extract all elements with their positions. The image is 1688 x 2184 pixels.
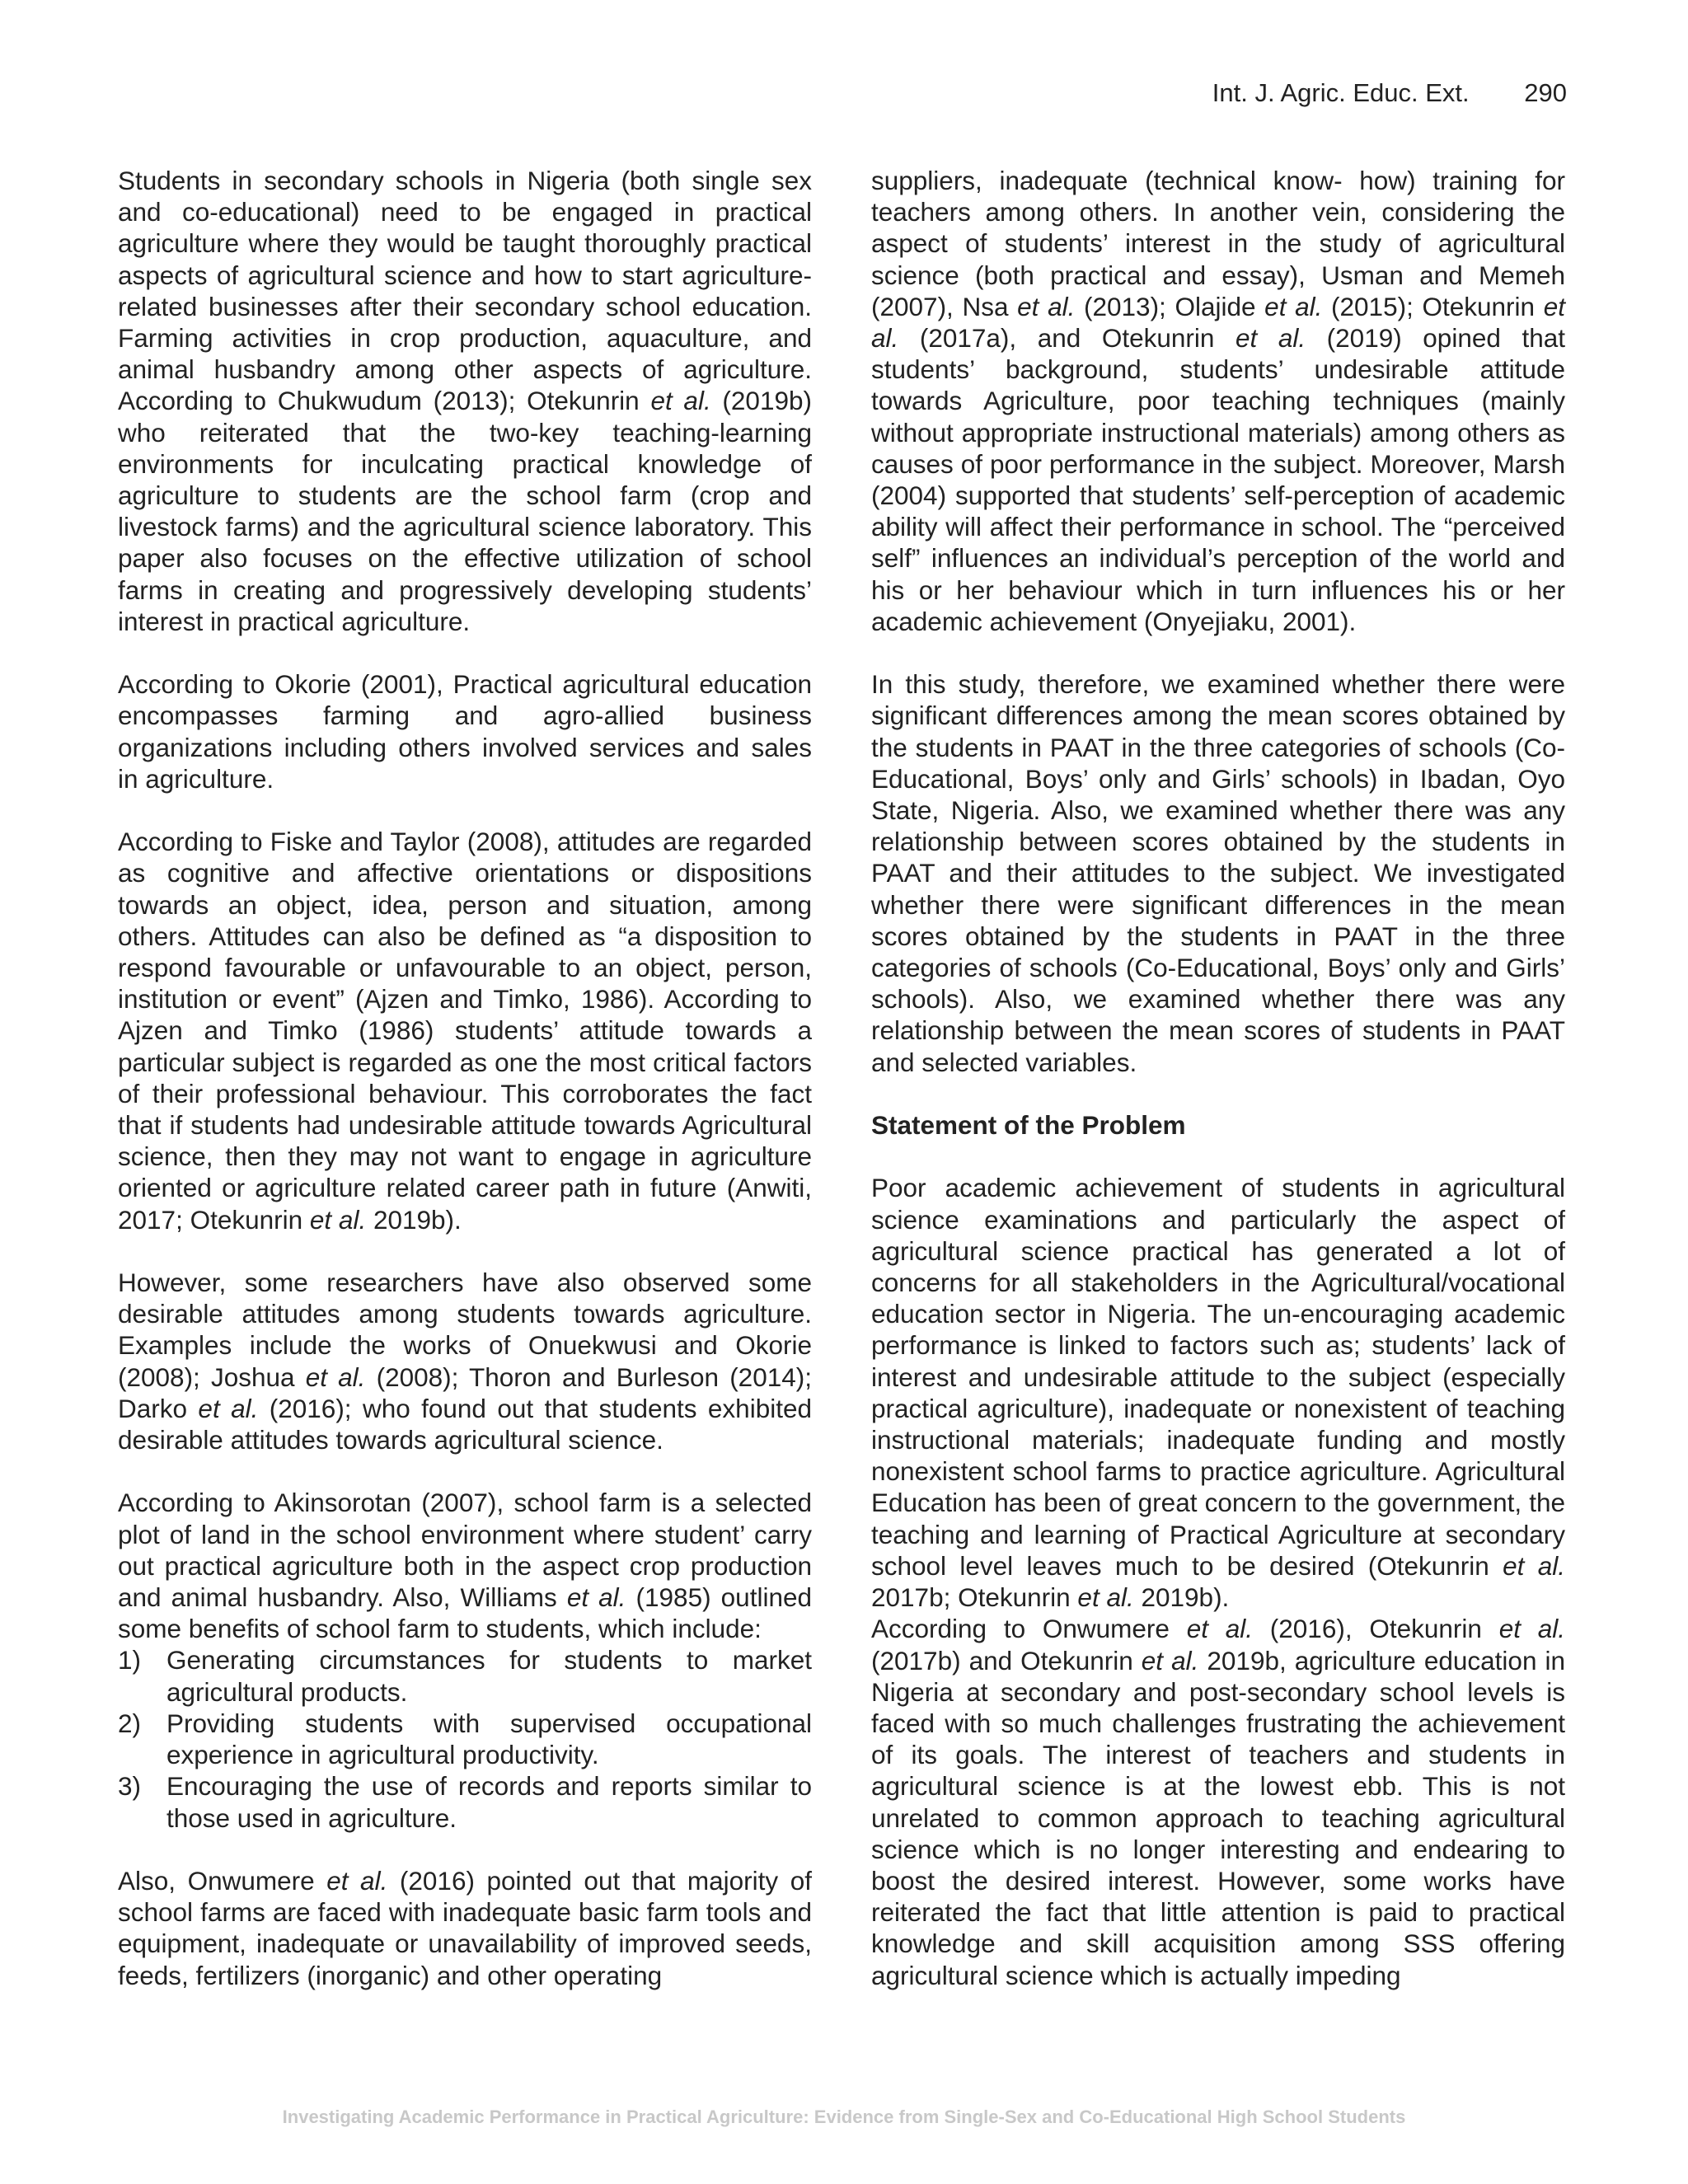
- list-number: 3): [118, 1771, 142, 1802]
- list-text: Encouraging the use of records and reports similar to those used in agriculture.: [166, 1771, 812, 1833]
- list-text: Generating circumstances for students to market agricultural products.: [166, 1645, 812, 1707]
- paragraph: suppliers, inadequate (technical know- how) training for teachers among others. In another vein, considering the aspect of students’ interest in the study of agricultural science (both practical and essay), Usman and Memeh (2007), Nsa et al. (2013); Olajide et al. (2015); Otekunrin et al. (2017a), and Otekunrin et al. (2019) opined that students’ background, students’ undesirable attitude towards Agriculture, poor teaching techniques (mainly without appropriate instructional materials) among others as causes of poor performance in the subject. Moreover, Marsh (2004) supported that students’ self-perception of academic ability will affect their performance in school. The “perceived self” influences an individual’s perception of the world and his or her behaviour which in turn influences his or her academic achievement (Onyejiaku, 2001).: [871, 166, 1565, 636]
- paragraph: Students in secondary schools in Nigeria (both single sex and co-educational) need to be engaged in practical agriculture where they would be taught thoroughly practical aspects of agricultural science and how to start agriculture-related businesses after their secondary school education. Farming activities in crop production, aquaculture, and animal husbandry among other aspects of agriculture. According to Chukwudum (2013); Otekunrin et al. (2019b) who reiterated that the two-key teaching-learning environments for inculcating practical knowledge of agriculture to students are the school farm (crop and livestock farms) and the agricultural science laboratory. This paper also focuses on the effective utilization of school farms in creating and progressively developing students’ interest in practical agriculture.: [118, 166, 813, 636]
- journal-title: Int. J. Agric. Educ. Ext.: [1212, 78, 1470, 107]
- page-number: 290: [1524, 78, 1567, 107]
- paragraph: According to Onwumere et al. (2016), Otekunrin et al. (2017b) and Otekunrin et al. 2019b, agriculture education in Nigeria at secondary and post-secondary school levels is faced with so much challenges frustrating the achievement of its goals. The interest of teachers and students in agricultural science is at the lowest ebb. This is not unrelated to common approach to teaching agricultural science which is no longer interesting and endearing to boost the desired interest. However, some works have reiterated the fact that little attention is paid to practical knowledge and skill acquisition among SSS offering agricultural science which is actually impeding: [871, 1614, 1566, 1990]
- paragraph: Also, Onwumere et al. (2016) pointed out that majority of school farms are faced with inadequate basic farm tools and equipment, inadequate or unavailability of improved seeds, feeds, fertilizers (inorganic) and other operating: [118, 1865, 812, 1990]
- paragraph: According to Akinsorotan (2007), school farm is a selected plot of land in the school environment where student’ carry out practical agriculture both in the aspect crop production and animal husbandry. Also, Williams et al. (1985) outlined some benefits of school farm to students, which include:: [118, 1488, 812, 1644]
- list-item: [118, 1644, 812, 1707]
- paragraph: However, some researchers have also observed some desirable attitudes among students towards agriculture. Examples include the works of Onuekwusi and Okorie (2008); Joshua et al. (2008); Thoron and Burleson (2014); Darko et al. (2016); who found out that students exhibited desirable attitudes towards agricultural science.: [118, 1268, 813, 1455]
- paragraph: Poor academic achievement of students in agricultural science examinations and particularly the aspect of agricultural science practical has generated a lot of concerns for all stakeholders in the Agricultural/vocational education sector in Nigeria. The un-encouraging academic performance is linked to factors such as; students’ lack of interest and undesirable attitude to the subject (especially practical agriculture), inadequate or nonexistent of teaching instructional materials; inadequate funding and mostly nonexistent school farms to practice agriculture. Agricultural Education has been of great concern to the government, the teaching and learning of Practical Agriculture at secondary school level leaves much to be desired (Otekunrin et al. 2017b; Otekunrin et al. 2019b).: [871, 1173, 1565, 1613]
- paragraph: According to Okorie (2001), Practical agricultural education encompasses farming and agro-allied business organizations including others involved services and sales in agriculture.: [118, 669, 812, 794]
- list-number: 2): [118, 1708, 142, 1738]
- left-column: [118, 165, 812, 2022]
- list-item: [118, 1708, 812, 1770]
- right-column: [871, 165, 1565, 2022]
- list-number: 1): [118, 1645, 142, 1675]
- running-footer: Investigating Academic Performance in Practical Agriculture: Evidence from Single-Sex and Co-Educational High School Students: [282, 2107, 1406, 2127]
- paragraph: According to Fiske and Taylor (2008), attitudes are regarded as cognitive and affective orientations or dispositions towards an object, idea, person and situation, among others. Attitudes can also be defined as “a disposition to respond favourable or unfavourable to an object, person, institution or event” (Ajzen and Timko, 1986). According to Ajzen and Timko (1986) students’ attitude towards a particular subject is regarded as one the most critical factors of their professional behaviour. This corroborates the fact that if students had undesirable attitude towards Agricultural science, then they may not want to engage in agriculture oriented or agriculture related career path in future (Anwiti, 2017; Otekunrin et al. 2019b).: [118, 827, 812, 1235]
- list-text: Providing students with supervised occupational experience in agricultural productivity.: [166, 1708, 812, 1770]
- running-header: [1212, 77, 1567, 110]
- list-item: [118, 1770, 812, 1833]
- section-heading: Statement of the Problem: [871, 1110, 1186, 1141]
- benefits-list: [118, 1644, 812, 1833]
- paragraph: In this study, therefore, we examined whether there were significant differences among the mean scores obtained by the students in PAAT in the three categories of schools (Co-Educational, Boys’ only and Girls’ schools) in Ibadan, Oyo State, Nigeria. Also, we examined whether there was any relationship between scores obtained by the students in PAAT and their attitudes to the subject. We investigated whether there were significant differences in the mean scores obtained by the students in PAAT in the three categories of schools (Co-Educational, Boys’ only and Girls’ schools). Also, we examined whether there was any relationship between the mean scores of students in PAAT and selected variables.: [871, 669, 1565, 1077]
